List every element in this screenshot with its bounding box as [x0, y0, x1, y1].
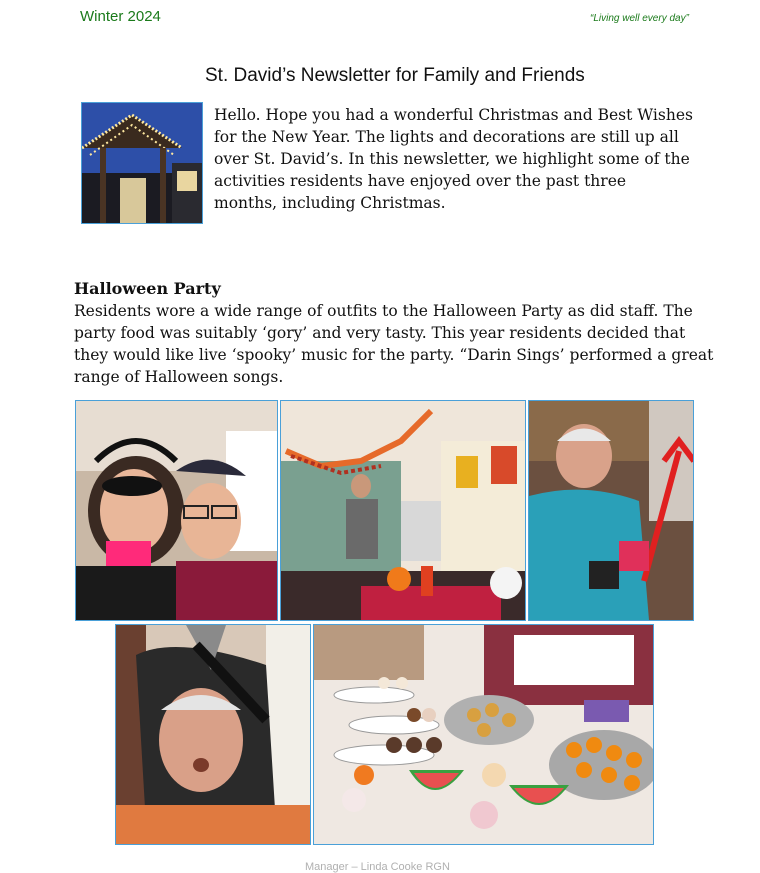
motto-tagline: “Living well every day”	[590, 13, 689, 24]
singer-performing-photo	[280, 400, 526, 621]
newsletter-title: St. David’s Newsletter for Family and Friends	[205, 65, 585, 86]
staff-costume-photo	[75, 400, 278, 621]
resident-devil-fork-photo	[528, 400, 694, 621]
halloween-heading: Halloween Party	[74, 279, 221, 298]
season-label: Winter 2024	[80, 8, 161, 25]
halloween-paragraph: Residents wore a wide range of outfits to the Halloween Party as did staff. The party food was suitably ‘gory’ and very tasty. This year residents decided that they would like live ‘spooky’ music for the party. “Darin Sings’ performed a great range of Halloween songs.	[74, 302, 714, 386]
resident-axe-headband-photo	[115, 624, 311, 845]
intro-paragraph: Hello. Hope you had a wonderful Christmas and Best Wishes for the New Year. The lights and decorations are still up all over St. David’s. In this newsletter, we highlight some of the activities residents have enjoyed over the past three months, including Christmas.	[214, 106, 693, 212]
christmas-lights-photo	[81, 102, 203, 224]
party-food-photo	[313, 624, 654, 845]
footer-manager: Manager – Linda Cooke RGN	[305, 861, 450, 873]
